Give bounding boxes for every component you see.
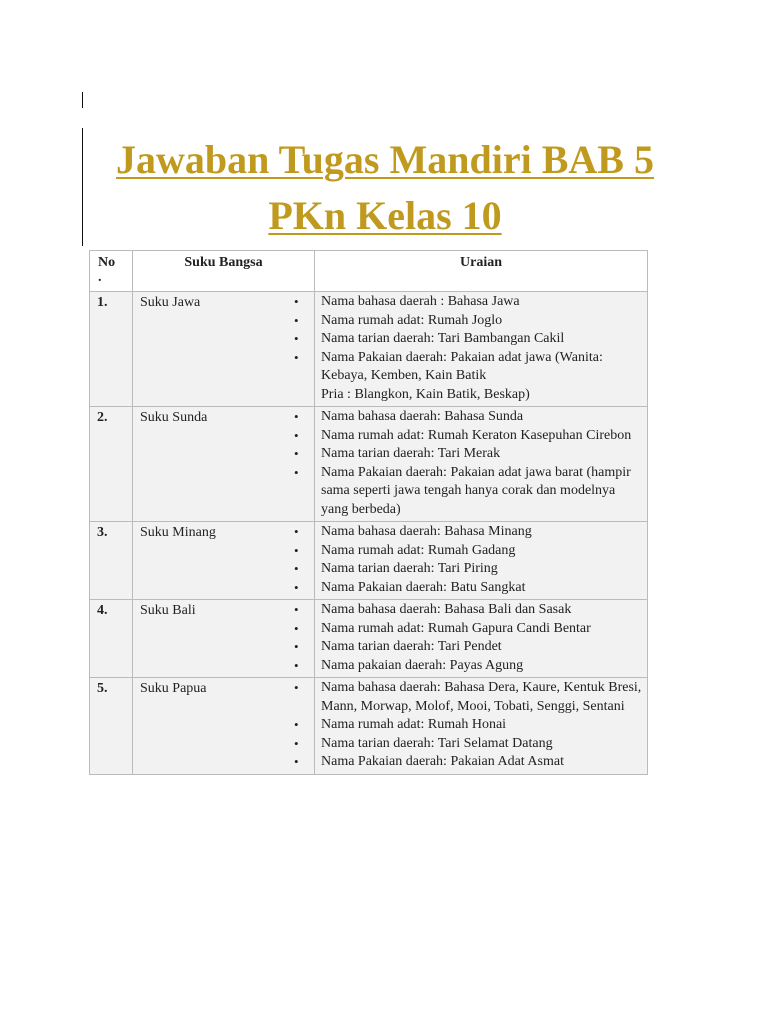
- list-item-text: Nama Pakaian daerah: Pakaian Adat Asmat: [321, 754, 564, 769]
- bullet-icon: •: [294, 312, 299, 328]
- bullet-icon: •: [294, 735, 299, 751]
- uraian-list: [294, 523, 643, 597]
- list-item: [294, 716, 643, 735]
- title-line-1: Jawaban Tugas Mandiri BAB 5: [116, 137, 654, 182]
- row-number: 4.: [90, 600, 133, 678]
- table-row: [90, 522, 648, 600]
- suku-name: Suku Papua: [133, 678, 315, 775]
- list-item-text: Nama tarian daerah: Tari Selamat Datang: [321, 735, 553, 751]
- list-item: [294, 312, 643, 331]
- bullet-icon: •: [294, 349, 299, 365]
- table-row: [90, 407, 648, 522]
- list-item: [294, 427, 643, 446]
- list-item: [294, 293, 643, 312]
- list-item-text: Nama rumah adat: Rumah Keraton Kasepuhan Cirebon: [321, 427, 632, 443]
- list-item: [294, 753, 643, 772]
- header-no: No .: [90, 251, 133, 292]
- list-item: [294, 445, 643, 464]
- bullet-icon: •: [294, 446, 299, 461]
- uraian-cell: [294, 407, 648, 522]
- text-cursor: [82, 92, 83, 108]
- bullet-icon: •: [294, 602, 299, 617]
- uraian-list: [294, 293, 643, 404]
- bullet-icon: •: [294, 657, 299, 673]
- table-row: [90, 292, 648, 407]
- list-item-text: Nama Pakaian daerah: Pakaian adat jawa (Wanita: Kebaya, Kemben, Kain Batik: [321, 349, 603, 383]
- list-item-text: Nama tarian daerah: Tari Pendet: [321, 639, 502, 654]
- list-item-text: Nama rumah adat: Rumah Joglo: [321, 312, 503, 328]
- row-number: 3.: [90, 522, 133, 600]
- list-item-text: Nama tarian daerah: Tari Piring: [321, 561, 498, 576]
- list-item: [294, 560, 643, 579]
- uraian-cell: [294, 678, 648, 775]
- header-uraian: Uraian: [315, 251, 648, 292]
- bullet-icon: •: [294, 680, 299, 695]
- suku-name: Suku Minang: [133, 522, 315, 600]
- list-item-text: Nama Pakaian daerah: Pakaian adat jawa barat (hampir sama seperti jawa tengah hanya corak dan modelnya yang berbeda): [321, 464, 631, 517]
- uraian-cell: [294, 292, 648, 407]
- list-item: [294, 349, 643, 386]
- list-item: [294, 579, 643, 598]
- list-item: [294, 408, 643, 427]
- list-item-text: Nama rumah adat: Rumah Honai: [321, 717, 507, 732]
- list-item: [294, 523, 643, 542]
- uraian-cell: [294, 600, 648, 678]
- list-item: [294, 601, 643, 620]
- table-body: [90, 292, 648, 775]
- uraian-list: [294, 601, 643, 675]
- suku-name: Suku Bali: [133, 600, 315, 678]
- bullet-icon: •: [294, 427, 299, 443]
- bullet-icon: •: [294, 579, 299, 595]
- list-item-text: Nama rumah adat: Rumah Gapura Candi Bentar: [321, 620, 591, 636]
- bullet-icon: •: [294, 754, 299, 769]
- bullet-icon: •: [294, 464, 299, 480]
- suku-bangsa-table: [89, 250, 648, 775]
- bullet-icon: •: [294, 717, 299, 732]
- suku-name: Suku Jawa: [133, 292, 315, 407]
- list-item-text: Pria : Blangkon, Kain Batik, Beskap): [321, 386, 530, 402]
- table-row: [90, 600, 648, 678]
- uraian-list: [294, 679, 643, 772]
- list-item-text: Nama pakaian daerah: Payas Agung: [321, 657, 524, 673]
- bullet-icon: •: [294, 542, 299, 558]
- bullet-icon: •: [294, 331, 299, 346]
- bullet-icon: •: [294, 561, 299, 576]
- row-number: 1.: [90, 292, 133, 407]
- bullet-icon: •: [294, 524, 299, 539]
- list-item-text: Nama bahasa daerah : Bahasa Jawa: [321, 294, 520, 309]
- list-item-text: Nama tarian daerah: Tari Merak: [321, 446, 501, 461]
- list-item-text: Nama bahasa daerah: Bahasa Dera, Kaure, Kentuk Bresi, Mann, Morwap, Molof, Mooi, Tobati, Senggi, Sentani: [321, 680, 642, 714]
- list-item: [294, 464, 643, 520]
- uraian-cell: [294, 522, 648, 600]
- suku-name: Suku Sunda: [133, 407, 315, 522]
- list-item: [294, 542, 643, 561]
- list-item: [321, 386, 643, 405]
- list-item-text: Nama bahasa daerah: Bahasa Bali dan Sasak: [321, 602, 572, 617]
- list-item-text: Nama bahasa daerah: Bahasa Sunda: [321, 409, 524, 424]
- text-cursor-bar: [82, 128, 83, 246]
- list-item: [294, 735, 643, 754]
- list-item: [294, 638, 643, 657]
- uraian-list: [294, 408, 643, 519]
- row-number: 5.: [90, 678, 133, 775]
- row-number: 2.: [90, 407, 133, 522]
- list-item: [294, 657, 643, 676]
- list-item-text: Nama rumah adat: Rumah Gadang: [321, 542, 516, 558]
- bullet-icon: •: [294, 294, 299, 309]
- list-item: [294, 679, 643, 716]
- page-title: [90, 132, 680, 244]
- title-line-2: PKn Kelas 10: [268, 193, 502, 238]
- bullet-icon: •: [294, 409, 299, 424]
- list-item: [294, 620, 643, 639]
- bullet-icon: •: [294, 639, 299, 654]
- table-row: [90, 678, 648, 775]
- list-item-text: Nama tarian daerah: Tari Bambangan Cakil: [321, 331, 565, 346]
- header-suku-bangsa: Suku Bangsa: [133, 251, 315, 292]
- table-header-row: [90, 251, 648, 292]
- list-item-text: Nama bahasa daerah: Bahasa Minang: [321, 524, 532, 539]
- list-item-text: Nama Pakaian daerah: Batu Sangkat: [321, 579, 526, 595]
- list-item: [294, 330, 643, 349]
- bullet-icon: •: [294, 620, 299, 636]
